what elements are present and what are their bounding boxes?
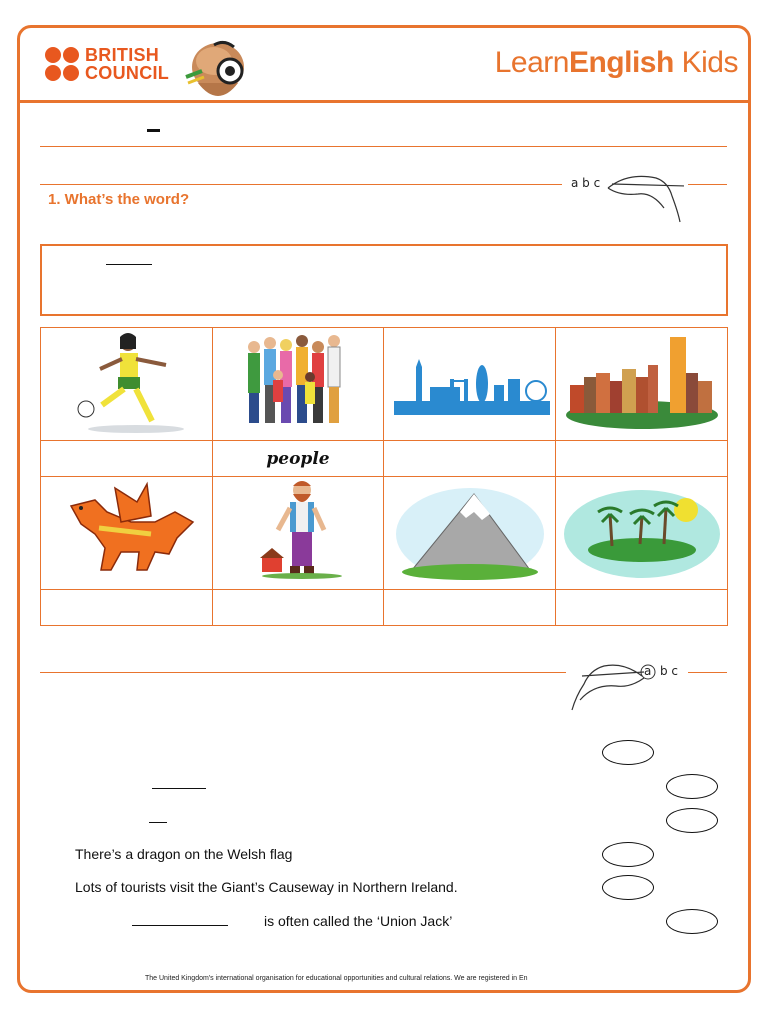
picture-football-player xyxy=(41,328,213,441)
picture-city xyxy=(556,328,728,441)
answer-oval-4[interactable] xyxy=(602,842,654,867)
label-cell[interactable] xyxy=(41,441,213,477)
word-box xyxy=(40,244,728,316)
hand-letters: b c xyxy=(660,664,679,678)
section2-rule-right xyxy=(688,672,727,673)
header-divider xyxy=(17,100,751,103)
writing-hand-icon xyxy=(568,168,684,226)
answer-blank-3[interactable] xyxy=(149,822,167,823)
picture-mountain xyxy=(384,477,556,590)
question-5: Lots of tourists visit the Giant’s Causeway in Northern Ireland. xyxy=(75,879,458,895)
hand-letters: a b c xyxy=(571,176,601,190)
question-6: is often called the ‘Union Jack’ xyxy=(264,913,453,929)
answer-blank-6[interactable] xyxy=(132,925,228,926)
label-cell[interactable] xyxy=(384,590,556,626)
answer-oval-2[interactable] xyxy=(666,774,718,799)
picture-london-skyline xyxy=(384,328,556,441)
label-text: people xyxy=(266,448,330,469)
logo-part-english: English xyxy=(568,46,674,79)
logo-part-learn: Learn xyxy=(494,46,569,79)
logo-dots-icon xyxy=(45,47,79,81)
label-cell[interactable] xyxy=(41,590,213,626)
label-cell[interactable] xyxy=(556,590,728,626)
brand-line-1: BRITISH xyxy=(85,45,160,65)
british-council-logo xyxy=(45,46,169,82)
word-blank xyxy=(106,264,152,265)
label-cell[interactable] xyxy=(384,441,556,477)
answer-oval-1[interactable] xyxy=(602,740,654,765)
mascot-icon xyxy=(184,35,256,111)
answer-oval-3[interactable] xyxy=(666,808,718,833)
label-cell[interactable] xyxy=(556,441,728,477)
writing-hand-circle-icon xyxy=(570,656,686,714)
picture-people xyxy=(212,328,383,441)
picture-dragon xyxy=(41,477,213,590)
brand-line-2: COUNCIL xyxy=(85,63,170,83)
section1-rule-left xyxy=(40,184,562,185)
answer-oval-6[interactable] xyxy=(666,909,718,934)
section1-rule-right xyxy=(688,184,727,185)
title-dash xyxy=(147,129,160,132)
answer-blank-2[interactable] xyxy=(152,788,206,789)
hand-letter-circled: a xyxy=(644,664,652,678)
picture-table xyxy=(40,327,728,626)
section2-rule-left xyxy=(40,672,566,673)
picture-island xyxy=(556,477,728,590)
answer-oval-5[interactable] xyxy=(602,875,654,900)
title-underline xyxy=(40,146,727,147)
question-4: There’s a dragon on the Welsh flag xyxy=(75,846,293,862)
section1-title: 1. What’s the word? xyxy=(48,191,190,208)
footer-text: The United Kingdom's international organisation for educational opportunities and cultural relations. We are registered in En xyxy=(145,975,528,982)
picture-giant xyxy=(212,477,383,590)
logo-part-kids: Kids xyxy=(673,46,738,79)
label-cell[interactable] xyxy=(212,441,383,477)
label-cell[interactable] xyxy=(212,590,383,626)
learnenglish-kids-logo xyxy=(495,46,738,80)
